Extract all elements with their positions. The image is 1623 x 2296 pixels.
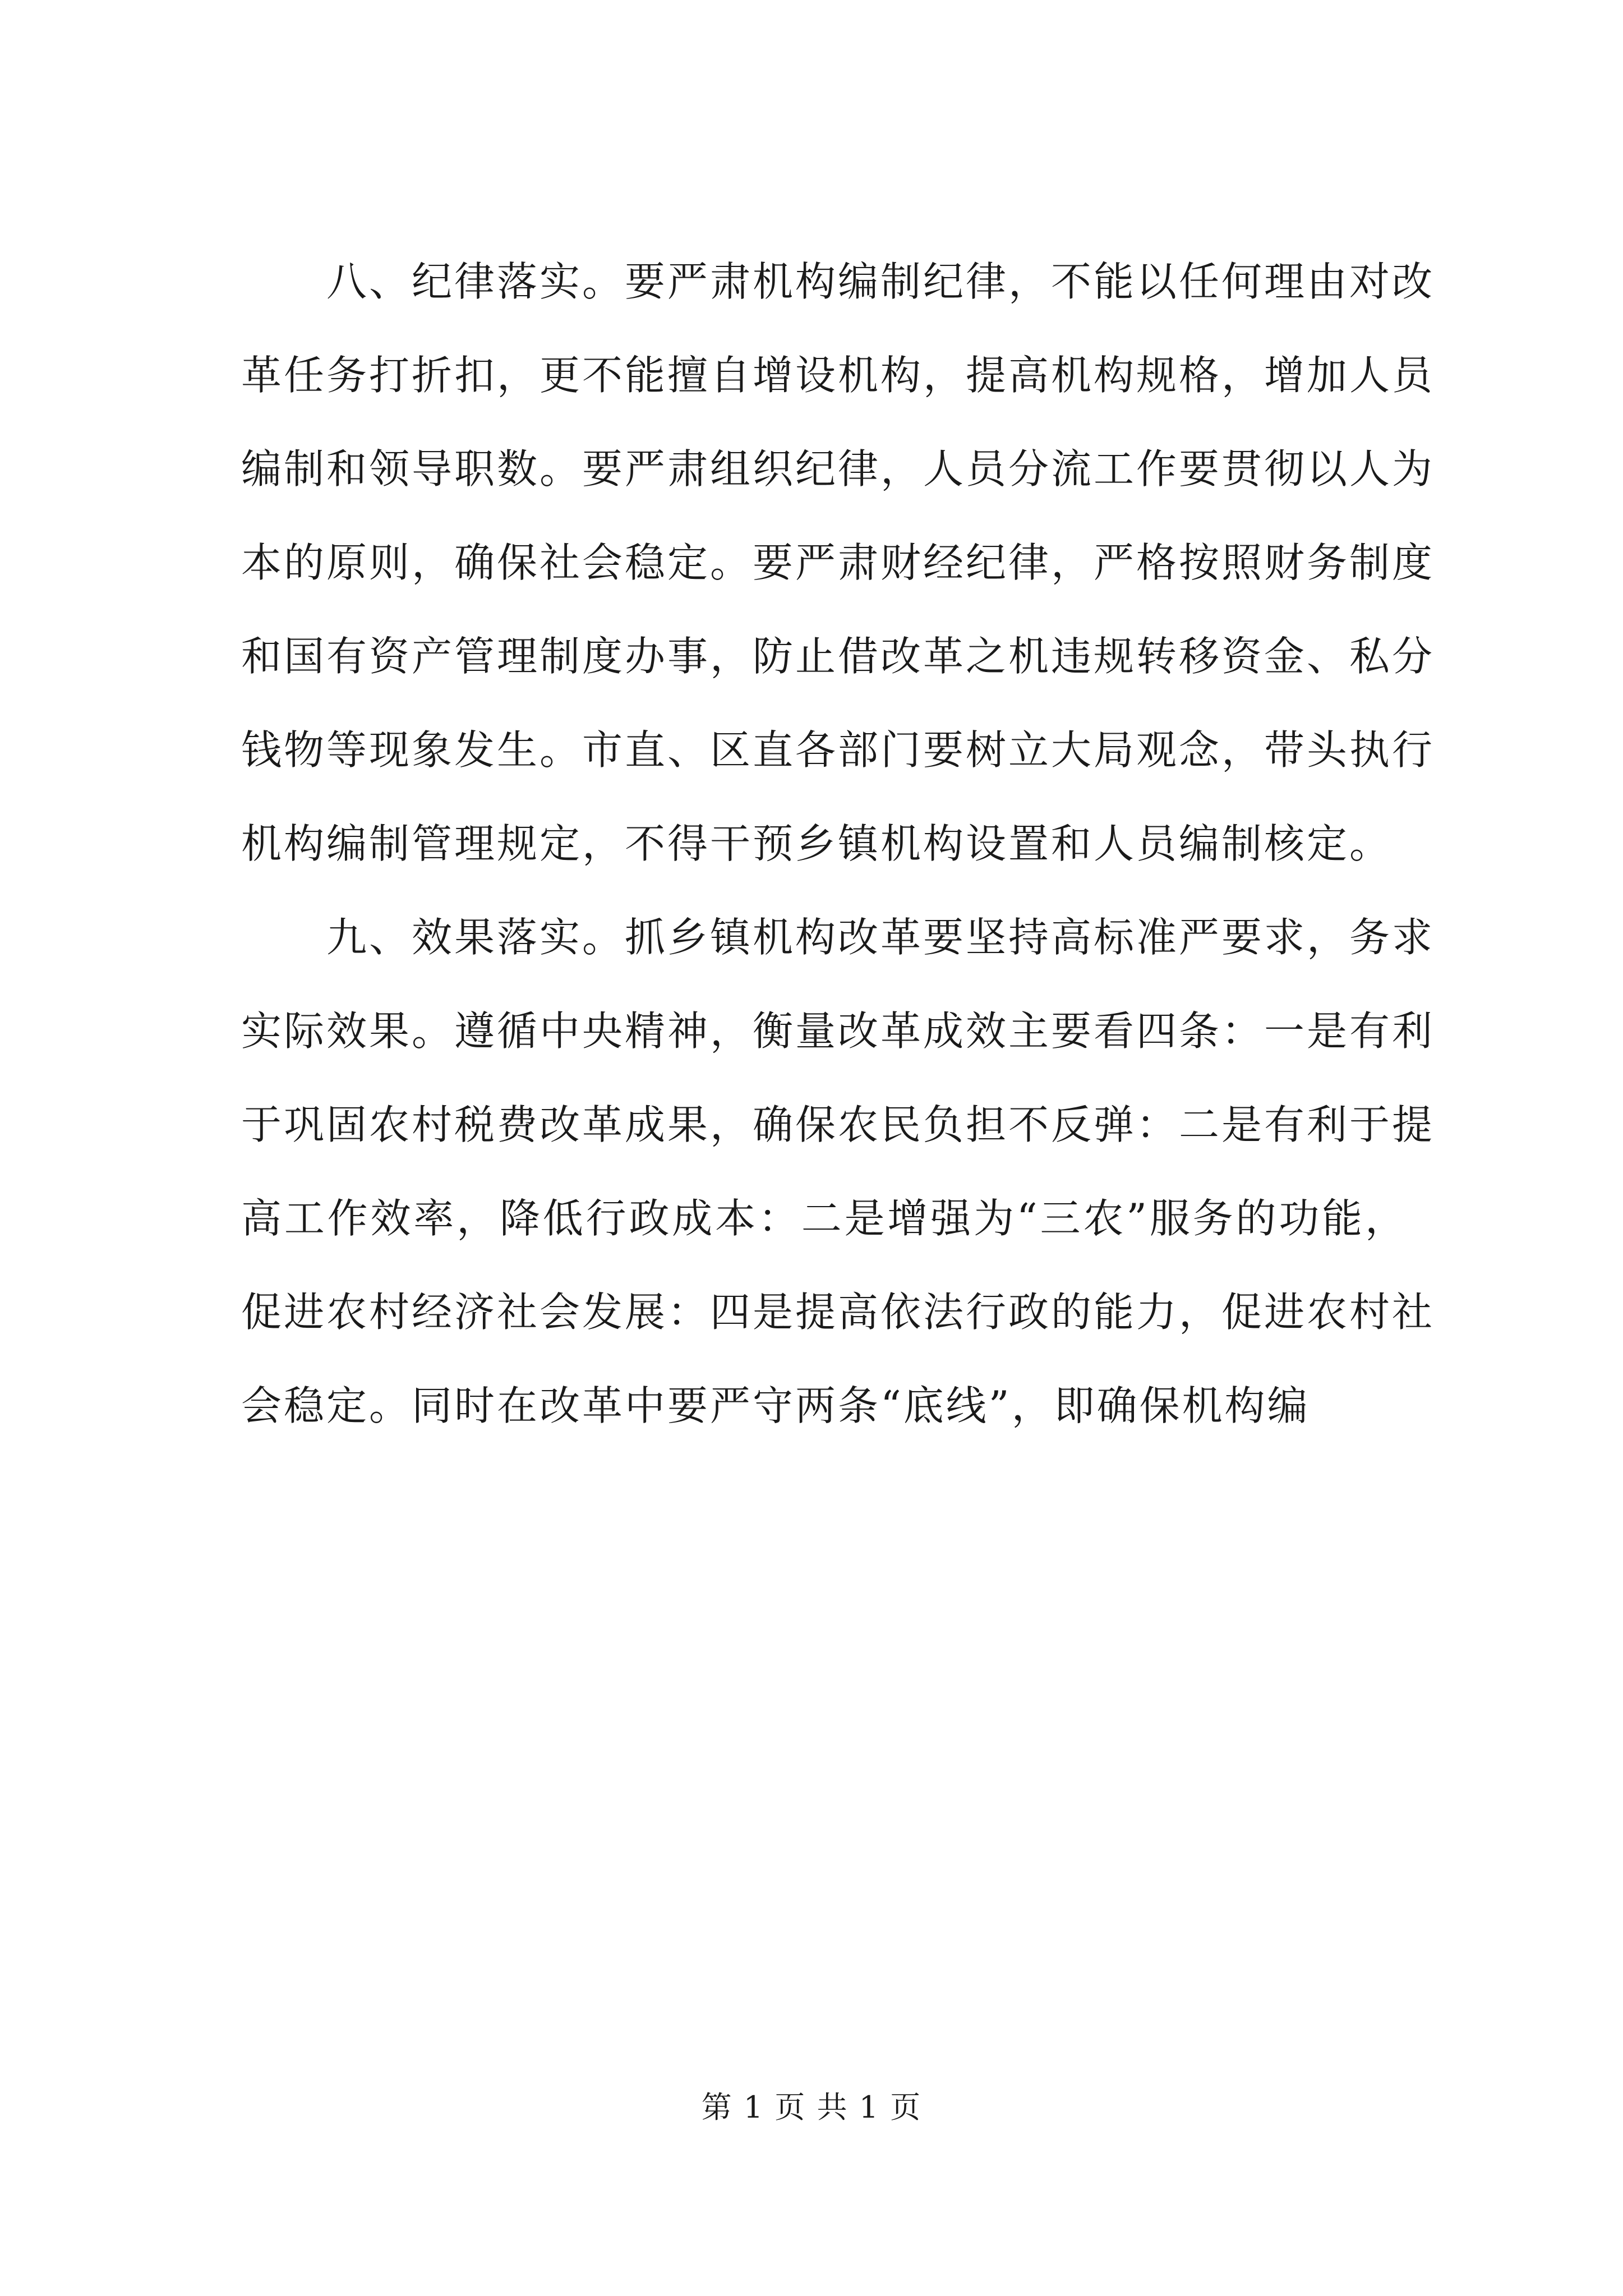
text-line-1: 八、纪律落实。要严肃机构编制纪律，不能以任何理由对改 [241,258,1435,305]
text-line-2: 革任务打折扣，更不能擅自增设机构，提高机构规格，增加人员 [241,352,1435,399]
text-line-8: 九、效果落实。抓乡镇机构改革要坚持高标准严要求，务求 [241,914,1435,961]
text-line-9: 实际效果。遵循中央精神，衡量改革成效主要看四条：一是有利 [241,1007,1435,1055]
text-line-6: 钱物等现象发生。市直、区直各部门要树立大局观念，带头执行 [241,726,1435,774]
page-footer: 第 1 页 共 1 页 [701,2090,922,2125]
text-line-5: 和国有资产管理制度办事，防止借改革之机违规转移资金、私分 [241,633,1435,680]
text-line-3: 编制和领导职数。要严肃组织纪律，人员分流工作要贯彻以人为 [241,445,1435,493]
text-line-13: 会稳定。同时在改革中要严守两条“底线”，即确保机构编 [241,1382,1310,1429]
text-line-4: 本的原则，确保社会稳定。要严肃财经纪律，严格按照财务制度 [241,539,1435,586]
text-line-12: 促进农村经济社会发展：四是提高依法行政的能力，促进农村社 [241,1289,1435,1336]
text-line-10: 于巩固农村税费改革成果，确保农民负担不反弹：二是有利于提 [241,1101,1435,1148]
text-line-7: 机构编制管理规定，不得干预乡镇机构设置和人员编制核定。 [241,820,1393,867]
document-body [241,254,1435,1471]
text-line-11: 高工作效率，降低行政成本：二是增强为“三农”服务的功能， [241,1195,1408,1242]
